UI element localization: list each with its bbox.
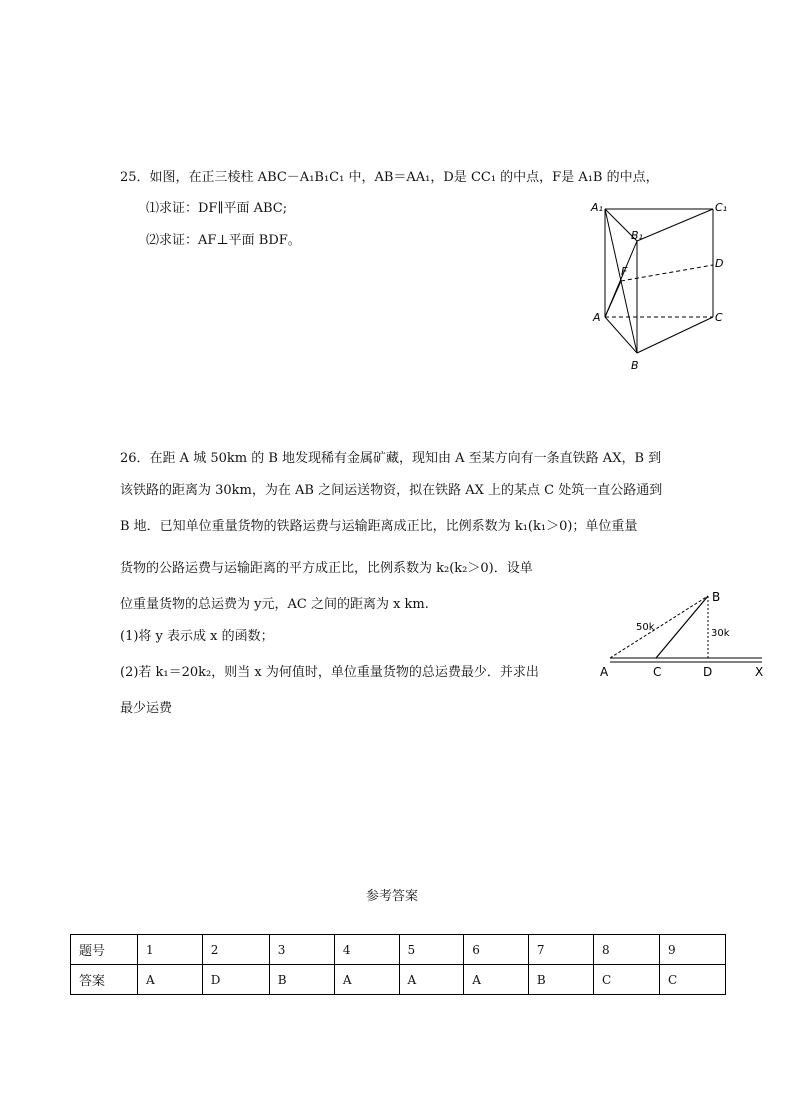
table-cell: A — [334, 965, 399, 995]
table-cell: C — [659, 965, 725, 995]
label-50k: 50k — [636, 622, 655, 633]
table-cell: D — [202, 965, 269, 995]
table-cell: 8 — [593, 935, 659, 965]
label-c: C — [715, 311, 723, 324]
label-c: C — [653, 665, 662, 679]
table-cell: B — [269, 965, 334, 995]
q25-line1: 25．如图，在正三棱柱 ABC－A₁B₁C₁ 中，AB＝AA₁，D是 CC₁ 的中点，F是 A₁B 的中点， — [120, 170, 659, 185]
table-cell: 7 — [528, 935, 593, 965]
q26-line3: B 地．已知单位重量货物的铁路运费与运输距离成正比，比例系数为 k₁(k₁＞0)；单位重量 — [120, 519, 638, 534]
label-a: A — [593, 311, 601, 324]
table-cell: B — [528, 965, 593, 995]
table-row — [71, 965, 726, 995]
q25-part1: ⑴求证：DF∥平面 ABC; — [146, 201, 288, 216]
q26-part2b: 最少运费 — [120, 701, 173, 716]
answer-table — [70, 934, 726, 995]
q26-line2: 该铁路的距离为 30km，为在 AB 之间运送物资，拟在铁路 AX 上的某点 C 处筑一直公路通到 — [120, 483, 663, 498]
table-cell: A — [464, 965, 529, 995]
table-cell: A — [399, 965, 464, 995]
row-header-answer: 答案 — [71, 965, 138, 995]
table-row — [71, 935, 726, 965]
table-cell: 9 — [659, 935, 725, 965]
table-cell: 2 — [202, 935, 269, 965]
label-b: B — [712, 590, 721, 604]
railway-figure — [596, 585, 772, 685]
label-d: D — [715, 257, 724, 270]
q26-part1: (1)将 y 表示成 x 的函数； — [120, 629, 274, 644]
q26-line5: 位重量货物的总运费为 y元，AC 之间的距离为 x km. — [120, 597, 429, 612]
table-cell: 4 — [334, 935, 399, 965]
label-f: F — [621, 265, 628, 278]
table-cell: 1 — [138, 935, 203, 965]
table-cell: 3 — [269, 935, 334, 965]
row-header-number: 题号 — [71, 935, 138, 965]
table-cell: 5 — [399, 935, 464, 965]
prism-figure — [585, 195, 735, 375]
label-a1: A₁ — [591, 201, 603, 214]
label-x: X — [755, 665, 764, 679]
label-30k: 30k — [711, 628, 730, 639]
label-b1: B₁ — [631, 229, 643, 242]
table-cell: A — [138, 965, 203, 995]
label-d: D — [703, 665, 713, 679]
table-cell: C — [593, 965, 659, 995]
q25-part2: ⑵求证：AF⊥平面 BDF。 — [146, 233, 301, 248]
q26-part2: (2)若 k₁＝20k₂，则当 x 为何值时，单位重量货物的总运费最少．并求出 — [120, 665, 539, 680]
answers-title: 参考答案 — [366, 889, 419, 904]
q26-line4: 货物的公路运费与运输距离的平方成正比，比例系数为 k₂(k₂＞0)．设单 — [120, 561, 533, 576]
label-b: B — [631, 359, 639, 372]
table-cell: 6 — [464, 935, 529, 965]
q26-line1: 26．在距 A 城 50km 的 B 地发现稀有金属矿藏，现知由 A 至某方向有一条直铁路 AX，B 到 — [120, 451, 662, 466]
label-a: A — [600, 665, 609, 679]
label-c1: C₁ — [715, 201, 728, 214]
